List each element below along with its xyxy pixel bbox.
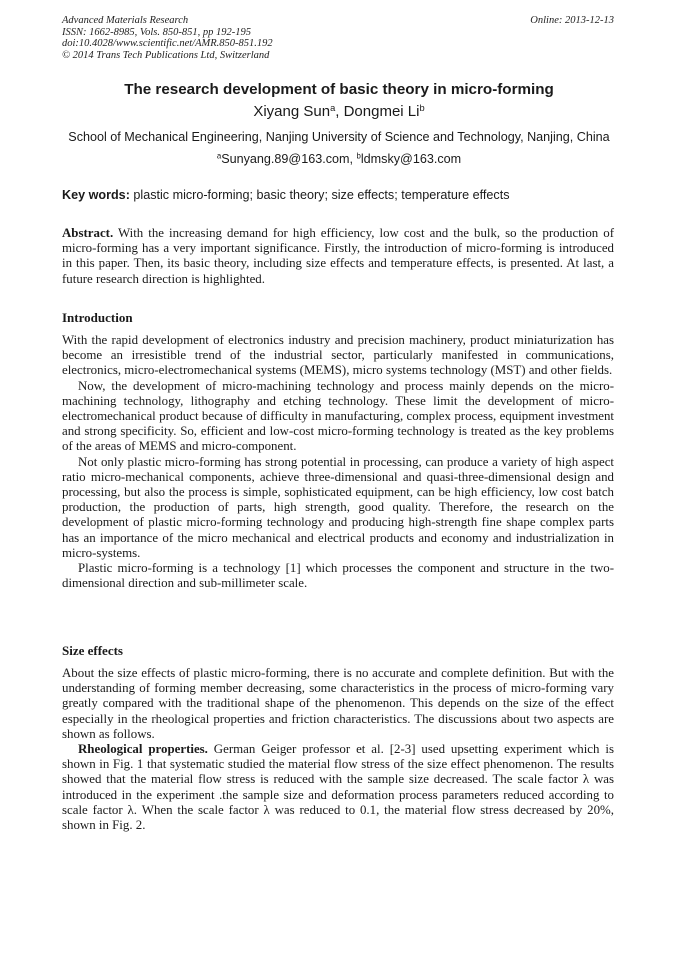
paragraph: Now, the development of micro-machining technology and process mainly depends on the micro-machining technology, lithography and etching technology. These limit the development of micro-electromechanical product because of difficulty in manufacturing, complex process, equipment investment and strong specificity. So, efficient and low-cost micro-forming technology is treated as the key problems of the areas of MEMS and micro-component.: [62, 378, 614, 454]
paragraph: About the size effects of plastic micro-forming, there is no accurate and complete definition. But with the understanding of forming member decreasing, some characteristics in the process of micro-forming vary greatly compared with the traditional shape of the phenomenon. This depends on the size of the effect especially in the rheological properties and friction characteristics. The discussions about two aspects are shown as follows.: [62, 666, 614, 741]
author-superscript: b: [419, 102, 425, 113]
author-name: Dongmei Li: [343, 103, 420, 120]
journal-header: [62, 15, 273, 61]
paragraph: Plastic micro-forming is a technology [1] which processes the component and structure in the two-dimensional direction and sub-millimeter scale.: [62, 561, 614, 591]
affiliation: School of Mechanical Engineering, Nanjing University of Science and Technology, Nanjing, China: [68, 130, 610, 144]
keywords-text: plastic micro-forming; basic theory; size effects; temperature effects: [129, 188, 510, 202]
issn-line: ISSN: 1662-8985, Vols. 850-851, pp 192-195: [62, 26, 251, 38]
author-separator: ,: [335, 103, 344, 120]
section-heading: Introduction: [62, 310, 133, 325]
author-line: [0, 103, 678, 120]
email-superscript: a: [216, 151, 222, 161]
journal-name: Advanced Materials Research: [62, 15, 189, 26]
email-address: Sunyang.89@163.com,: [221, 152, 357, 166]
abstract: [62, 226, 614, 287]
section-heading: Size effects: [62, 643, 123, 658]
paragraph: With the rapid development of electronics industry and precision machinery, product miniaturization has become an irresistible trend of the industrial sector, particularly manifested in communications, electronics, micro-electromechanical systems (MEMS), micro systems technology (MST) and other fields.: [62, 333, 614, 378]
email-line: [0, 152, 678, 166]
copyright-line: © 2014 Trans Tech Publications Ltd, Switzerland: [62, 49, 270, 61]
doi-line: doi:10.4028/www.scientific.net/AMR.850-851.192: [62, 38, 273, 49]
keywords-label: Key words:: [62, 188, 130, 202]
size-effects-body: [62, 666, 614, 833]
author-name: Xiyang Sun: [253, 103, 331, 120]
paragraph: [62, 742, 614, 833]
subheading: Rheological properties.: [78, 742, 208, 757]
email-superscript: b: [356, 151, 361, 161]
paper-title: The research development of basic theory in micro-forming: [124, 81, 554, 98]
online-date: Online: 2013-12-13: [530, 15, 614, 26]
abstract-label: Abstract.: [62, 226, 114, 240]
abstract-text: With the increasing demand for high efficiency, low cost and the bulk, so the production of micro-forming has a very important significance. Firstly, the introduction of micro-forming is introduced in this paper. Then, its basic theory, including size effects and temperature effects, is presented. At last, a future research direction is highlighted.: [62, 226, 614, 286]
email-address: ldmsky@163.com: [360, 152, 462, 166]
introduction-body: [62, 333, 614, 591]
paragraph: Not only plastic micro-forming has strong potential in processing, can produce a variety of high aspect ratio micro-mechanical components, achieve three-dimensional and quasi-three-dimensional design and processing, but also the process is simple, sophisticated equipment, can be high efficiency, low cost batch production, the production of parts, high strength, good quality. Therefore, the research on the development of plastic micro-forming technology and producing high-strength fine shape complex parts has an importance of the micro mechanical and electrical products and economy and industrialization in micro-systems.: [62, 454, 614, 560]
author-superscript: a: [330, 102, 336, 113]
keywords: [62, 188, 510, 202]
paragraph-text: German Geiger professor et al. [2-3] used upsetting experiment which is shown in Fig. 1 that systematic studied the material flow stress of the size effect phenomenon. The results showed that the material flow stress is reduced with the sample size decreased. The scale factor λ was introduced in the experiment .the sample size and deformation process parameters reduced according to scale factor λ. When the scale factor λ was reduced to 0.1, the material flow stress decreased by 20%, shown in Fig. 2.: [62, 742, 614, 833]
